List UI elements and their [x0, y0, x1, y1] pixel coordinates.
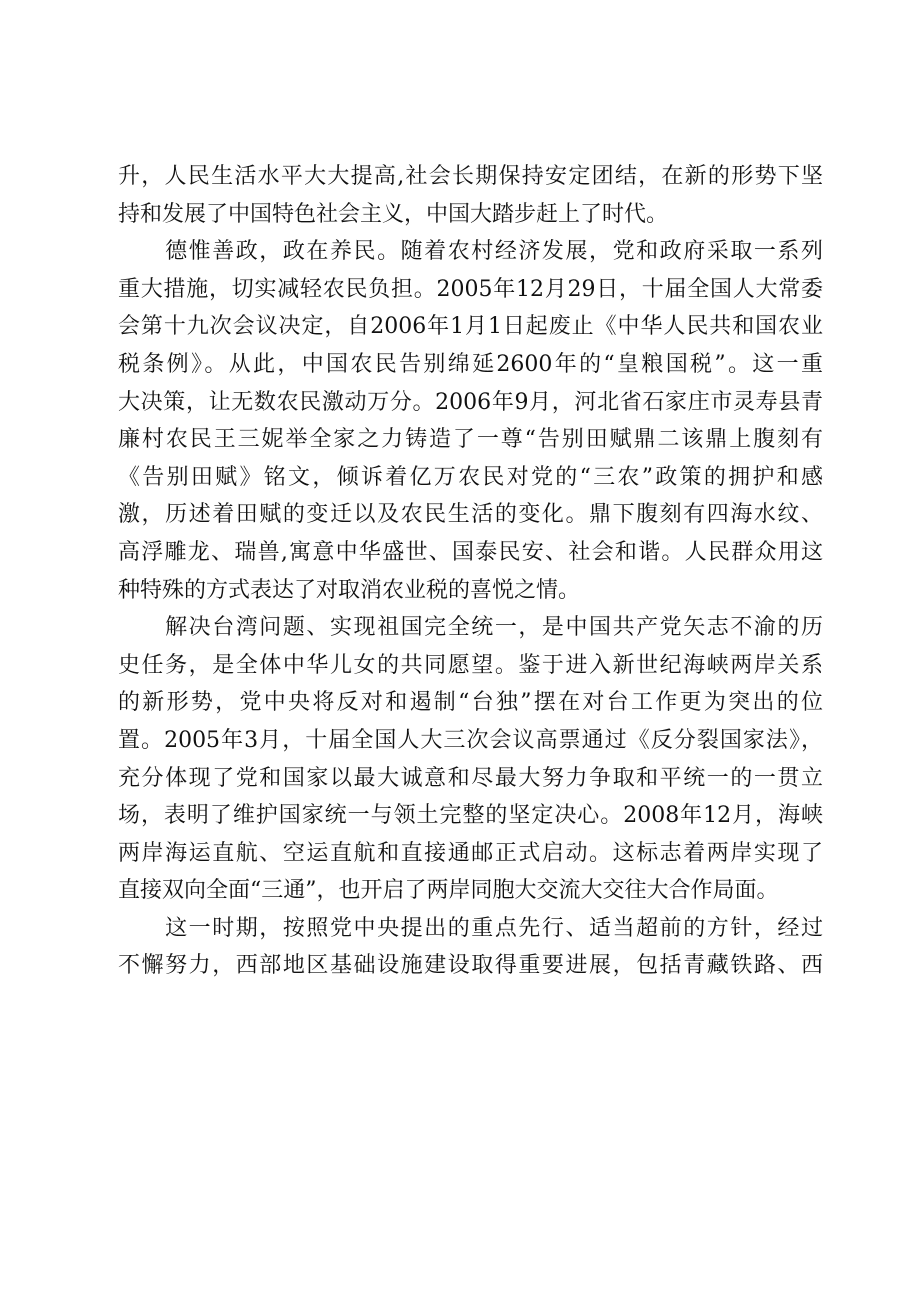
- text-line: 税条例》。从此，中国农民告别绵延2600年的“皇粮国税”。这一重: [118, 351, 823, 377]
- text-line: 置。2005年3月，十届全国人大三次会议高票通过《反分裂国家法》，: [118, 727, 823, 753]
- text-line: 激，历述着田赋的变迁以及农民生活的变化。鼎下腹刻有四海水纹、: [118, 502, 823, 528]
- paragraph: [118, 609, 823, 910]
- text-line: 不懈努力，西部地区基础设施建设取得重要进展，包括青藏铁路、西: [118, 953, 823, 979]
- text-line: 高浮雕龙、瑞兽,寓意中华盛世、国泰民安、社会和谐。人民群众用这: [118, 539, 823, 565]
- text-line: 大决策，让无数农民激动万分。2006年9月，河北省石家庄市灵寿县青: [118, 389, 823, 415]
- text-line: 这一时期，按照党中央提出的重点先行、适当超前的方针，经过: [118, 915, 823, 941]
- paragraph: [118, 910, 823, 985]
- paragraph: [118, 158, 823, 233]
- text-line: 升，人民生活水平大大提高,社会长期保持安定团结，在新的形势下坚: [118, 164, 823, 189]
- text-line: 种特殊的方式表达了对取消农业税的喜悦之情。: [118, 577, 581, 603]
- text-line: 两岸海运直航、空运直航和直接通邮正式启动。这标志着两岸实现了: [118, 840, 823, 866]
- text-line: 史任务，是全体中华儿女的共同愿望。鉴于进入新世纪海峡两岸关系: [118, 652, 823, 678]
- text-line: 廉村农民王三妮举全家之力铸造了一尊“告别田赋鼎二该鼎上腹刻有: [118, 427, 823, 453]
- text-line: 的新形势，党中央将反对和遏制“台独”摆在对台工作更为突出的位: [118, 690, 823, 716]
- text-line: 重大措施，切实减轻农民负担。2005年12月29日，十届全国人大常委: [118, 276, 823, 302]
- text-line: 《告别田赋》铭文，倾诉着亿万农民对党的“三农”政策的拥护和感: [118, 464, 823, 490]
- document-body: [118, 158, 823, 985]
- text-line: 持和发展了中国特色社会主义，中国大踏步赶上了时代。: [118, 201, 669, 227]
- text-line: 场，表明了维护国家统一与领土完整的坚定决心。2008年12月，海峡: [118, 803, 823, 829]
- text-line: 直接双向全面“三通”，也开启了两岸同胞大交流大交往大合作局面。: [118, 878, 779, 904]
- text-line: 德惟善政，政在养民。随着农村经济发展，党和政府采取一系列: [118, 239, 823, 265]
- text-line: 会第十九次会议决定，自2006年1月1日起废止《中华人民共和国农业: [118, 314, 823, 340]
- text-line: 充分体现了党和国家以最大诚意和尽最大努力争取和平统一的一贯立: [118, 765, 823, 791]
- paragraph: [118, 233, 823, 609]
- text-line: 解决台湾问题、实现祖国完全统一，是中国共产党矢志不渝的历: [118, 615, 823, 641]
